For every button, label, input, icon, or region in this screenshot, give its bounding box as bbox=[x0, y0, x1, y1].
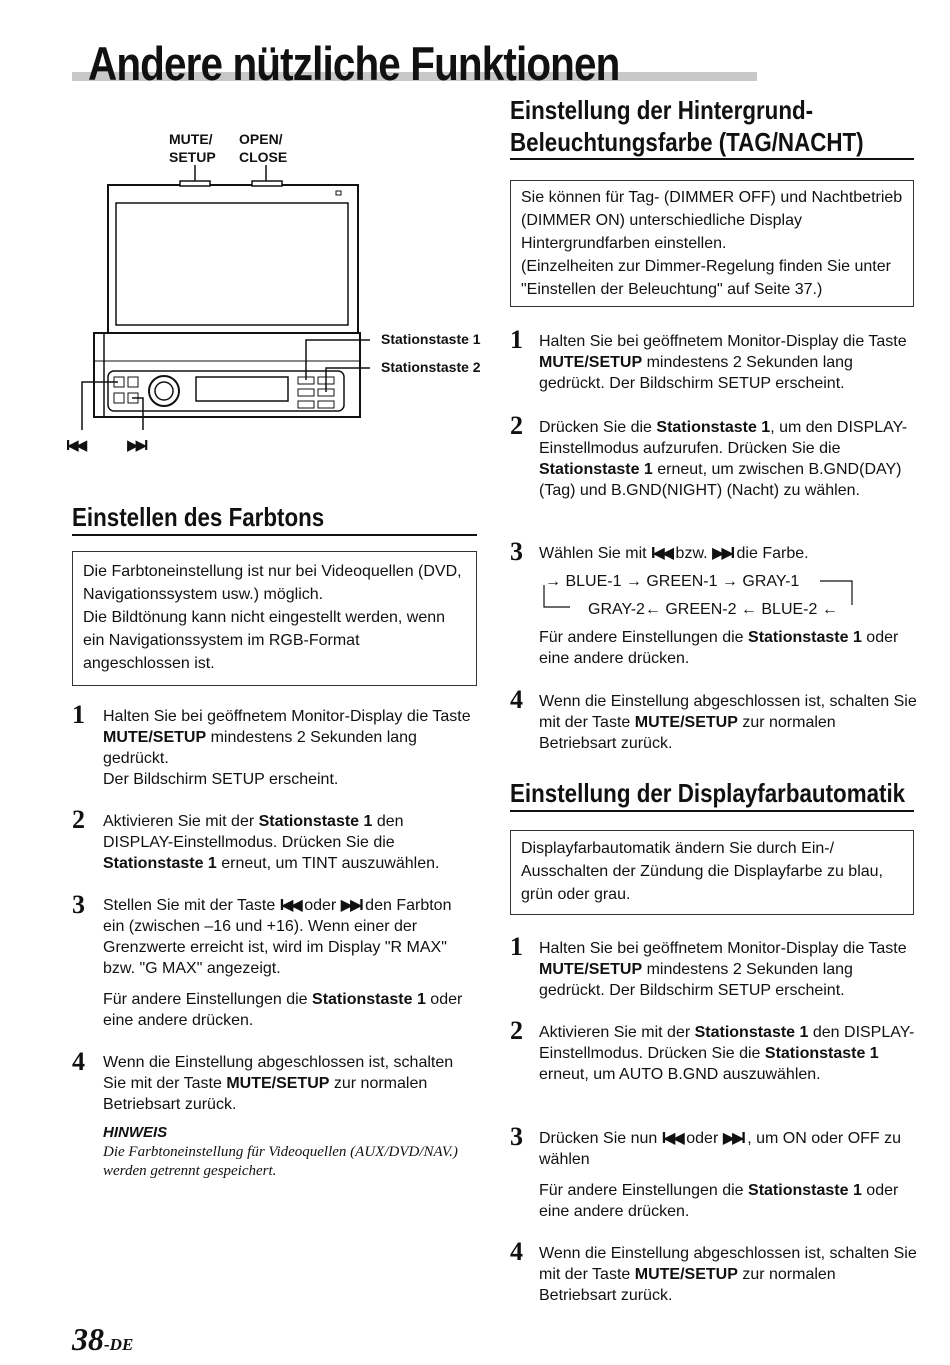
page-number: 38-DE bbox=[72, 1321, 134, 1357]
right2-step-3: Drücken Sie nun I◀◀ oder ▶▶I , um ON oder OFF zu wählen bbox=[539, 1130, 902, 1168]
step-number: 2 bbox=[72, 805, 85, 834]
left-step-1: Halten Sie bei geöffnetem Monitor-Display die Taste MUTE/SETUP mindestens 2 Sekunden lang gedrückt. Der Bildschirm SETUP erscheint. bbox=[103, 708, 471, 788]
step-number: 3 bbox=[510, 1122, 523, 1151]
left-heading-rule bbox=[72, 534, 477, 536]
color-cycle-line2: GRAY-2← GREEN-2 ← BLUE-2 ← bbox=[588, 601, 838, 618]
right1-step-3: Wählen Sie mit I◀◀ bzw. ▶▶I die Farbe. bbox=[539, 545, 809, 562]
right1-heading-line1: Einstellung der Hintergrund- bbox=[510, 95, 814, 125]
right2-heading-rule bbox=[510, 810, 914, 812]
left-info-box: Die Farbtoneinstellung ist nur bei Videoquellen (DVD, Navigationssystem usw.) möglich. Die Bildtönung kann nicht eingestellt werden, wenn ein Navigationssystem im RGB-Format angeschlossen ist. bbox=[72, 551, 477, 686]
next-track-icon: ▶▶I bbox=[340, 897, 361, 914]
next-track-icon: ▶▶I bbox=[127, 437, 146, 454]
left-step-3-extra: Für andere Einstellungen die Stationstaste 1 oder eine andere drücken. bbox=[103, 991, 463, 1029]
color-cycle-line1: → BLUE-1 → GREEN-1 → GRAY-1 bbox=[545, 573, 800, 590]
step-number: 2 bbox=[510, 1016, 523, 1045]
left-step-2: Aktivieren Sie mit der Stationstaste 1 den DISPLAY-Einstellmodus. Drücken Sie die Stationstaste 1 erneut, um TINT auszuwählen. bbox=[103, 813, 440, 872]
prev-track-icon: I◀◀ bbox=[66, 437, 85, 454]
next-track-icon: ▶▶I bbox=[722, 1130, 743, 1147]
label-mute-setup: MUTE/ SETUP bbox=[169, 131, 216, 165]
right2-step-2: Aktivieren Sie mit der Stationstaste 1 den DISPLAY-Einstellmodus. Drücken Sie die Stationstaste 1 erneut, um AUTO B.GND auszuwählen. bbox=[539, 1024, 915, 1083]
prev-track-icon: I◀◀ bbox=[279, 897, 300, 914]
right2-step-4: Wenn die Einstellung abgeschlossen ist, schalten Sie mit der Taste MUTE/SETUP zur normalen Betriebsart zurück. bbox=[539, 1245, 917, 1304]
step-number: 1 bbox=[510, 325, 523, 354]
right1-heading-rule bbox=[510, 158, 914, 160]
left-step-4: Wenn die Einstellung abgeschlossen ist, schalten Sie mit der Taste MUTE/SETUP zur normalen Betriebsart zurück. bbox=[103, 1054, 454, 1113]
device-diagram bbox=[60, 165, 370, 455]
color-cycle-diagram bbox=[540, 575, 860, 615]
step-number: 3 bbox=[72, 890, 85, 919]
step-number: 4 bbox=[510, 685, 523, 714]
note-heading: HINWEIS bbox=[103, 1124, 168, 1141]
right2-step-3-extra: Für andere Einstellungen die Stationstaste 1 oder eine andere drücken. bbox=[539, 1182, 899, 1220]
right2-step-1: Halten Sie bei geöffnetem Monitor-Display die Taste MUTE/SETUP mindestens 2 Sekunden lang gedrückt. Der Bildschirm SETUP erscheint. bbox=[539, 940, 907, 999]
label-open-close: OPEN/ CLOSE bbox=[239, 131, 288, 165]
right1-step-1: Halten Sie bei geöffnetem Monitor-Display die Taste MUTE/SETUP mindestens 2 Sekunden lang gedrückt. Der Bildschirm SETUP erscheint. bbox=[539, 333, 907, 392]
right1-step-2: Drücken Sie die Stationstaste 1, um den DISPLAY-Einstellmodus aufzurufen. Drücken Sie die Stationstaste 1 erneut, um zwischen B.GND(DAY) (Tag) und B.GND(NIGHT) (Nacht) zu wählen. bbox=[539, 419, 908, 499]
step-number: 1 bbox=[72, 700, 85, 729]
step-number: 1 bbox=[510, 932, 523, 961]
next-track-icon: ▶▶I bbox=[712, 545, 733, 562]
right1-heading-line2: Beleuchtungsfarbe (TAG/NACHT) bbox=[510, 127, 864, 157]
step-number: 4 bbox=[510, 1237, 523, 1266]
label-stationstaste-1: Stationstaste 1 bbox=[381, 331, 481, 347]
left-section-heading: Einstellen des Farbtons bbox=[72, 502, 325, 532]
prev-track-icon: I◀◀ bbox=[651, 545, 672, 562]
right2-info-box: Displayfarbautomatik ändern Sie durch Ein-/ Ausschalten der Zündung die Displayfarbe zu blau, grün oder grau. bbox=[510, 830, 914, 915]
right1-info-box: Sie können für Tag- (DIMMER OFF) und Nachtbetrieb (DIMMER ON) unterschiedliche Display Hintergrundfarben einstellen. (Einzelheiten zur Dimmer-Regelung finden Sie unter "Einstellen der Beleuchtung" auf Seite 37.) bbox=[510, 180, 914, 307]
right1-step-3-extra: Für andere Einstellungen die Stationstaste 1 oder eine andere drücken. bbox=[539, 629, 899, 667]
note-text: Die Farbtoneinstellung für Videoquellen (AUX/DVD/NAV.) werden getrennt gespeichert. bbox=[103, 1144, 458, 1179]
step-number: 3 bbox=[510, 537, 523, 566]
label-stationstaste-2: Stationstaste 2 bbox=[381, 359, 481, 375]
right2-heading: Einstellung der Displayfarbautomatik bbox=[510, 778, 906, 808]
page-title: Andere nützliche Funktionen bbox=[88, 37, 620, 90]
left-step-3: Stellen Sie mit der Taste I◀◀ oder ▶▶I den Farbton ein (zwischen –16 und +16). Wenn einer der Grenzwerte erreicht ist, wird im Display "R MAX" bzw. "G MAX" angezeigt. bbox=[103, 897, 452, 977]
prev-track-icon: I◀◀ bbox=[661, 1130, 682, 1147]
step-number: 2 bbox=[510, 411, 523, 440]
step-number: 4 bbox=[72, 1047, 85, 1076]
right1-step-4: Wenn die Einstellung abgeschlossen ist, schalten Sie mit der Taste MUTE/SETUP zur normalen Betriebsart zurück. bbox=[539, 693, 917, 752]
